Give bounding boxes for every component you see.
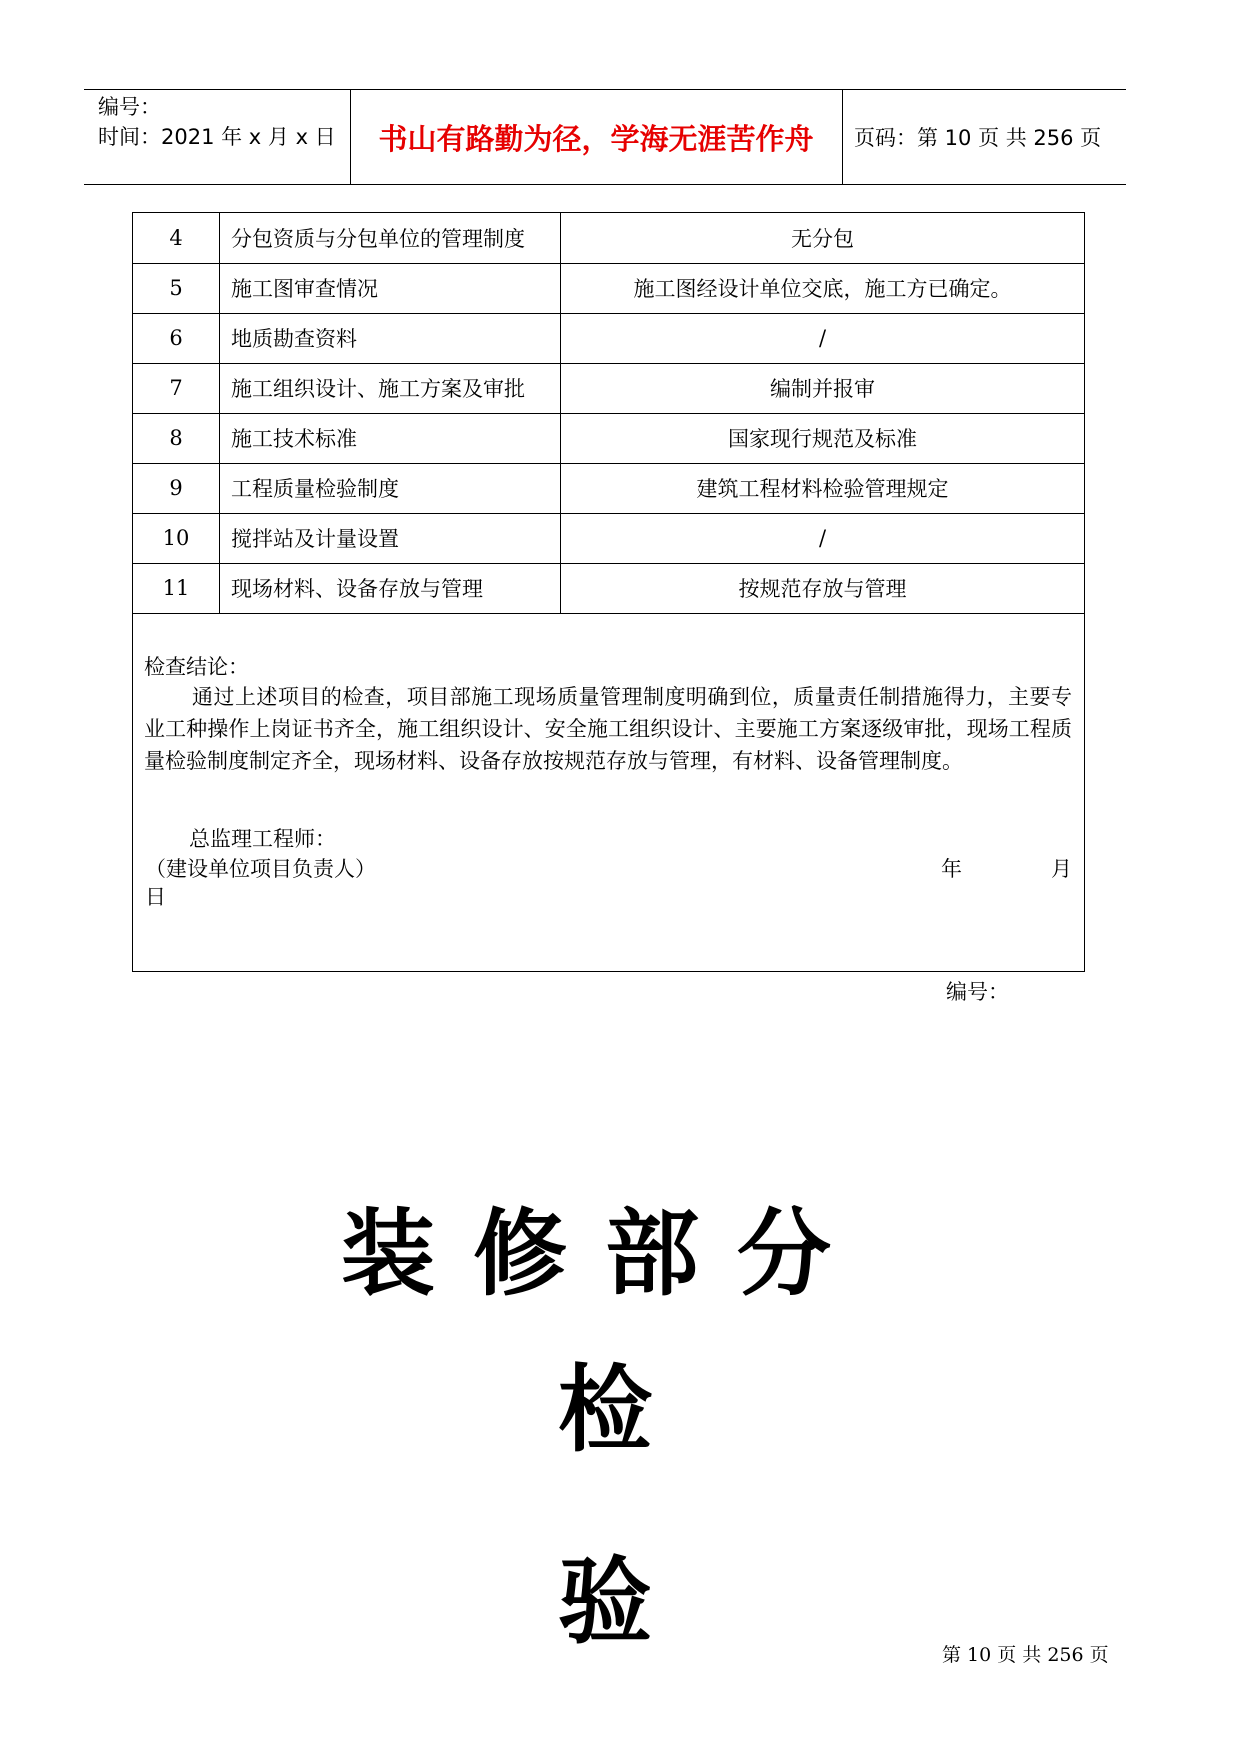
row-result: 建筑工程材料检验管理规定 [696, 477, 949, 501]
row-result: 按规范存放与管理 [738, 577, 907, 601]
row-result: 无分包 [791, 227, 854, 251]
section-title-line-3: 验 [557, 1547, 652, 1657]
page-header [84, 89, 1126, 185]
row-result: 编制并报审 [770, 377, 875, 401]
row-number: 6 [133, 313, 220, 363]
row-item: 搅拌站及计量设置 [220, 513, 561, 563]
conclusion-label: 检查结论： [144, 655, 249, 679]
conclusion-text: 通过上述项目的检查，项目部施工现场质量管理制度明确到位，质量责任制措施得力，主要专业工种操作上岗证书齐全，施工组织设计、安全施工组织设计、主要施工方案逐级审批，现场工程质量检验制度制定齐全，现场材料、设备存放按规范存放与管理，有材料、设备管理制度。 [144, 685, 1072, 773]
table-row [133, 463, 1084, 514]
row-number: 11 [133, 563, 220, 613]
header-time-label: 时间：2021 年 x 月 x 日 [98, 125, 336, 149]
header-number-label: 编号： [98, 95, 161, 119]
row-number: 9 [133, 463, 220, 513]
row-number: 8 [133, 413, 220, 463]
row-item: 工程质量检验制度 [220, 463, 561, 513]
page-footer: 第 10 页 共 256 页 [942, 1644, 1109, 1666]
table-row [133, 313, 1084, 364]
row-item: 施工组织设计、施工方案及审批 [220, 363, 561, 413]
row-item: 现场材料、设备存放与管理 [220, 563, 561, 613]
conclusion-section [133, 613, 1084, 971]
date-month-label: 月 [1051, 857, 1072, 881]
header-divider-2 [842, 90, 843, 184]
table-row [133, 413, 1084, 464]
table-row [133, 263, 1084, 314]
section-title-line-1: 装修部分 [340, 1199, 869, 1309]
row-number: 4 [133, 213, 220, 263]
row-result: 施工图经设计单位交底，施工方已确定。 [633, 277, 1012, 301]
header-motto: 书山有路勤为径，学海无涯苦作舟 [378, 121, 814, 156]
row-item: 地质勘查资料 [220, 313, 561, 363]
owner-representative-label: （建设单位项目负责人） [145, 857, 376, 881]
row-number: 7 [133, 363, 220, 413]
row-item: 分包资质与分包单位的管理制度 [220, 213, 561, 263]
inspection-table [132, 212, 1085, 972]
row-result: / [818, 326, 827, 350]
table-row [133, 513, 1084, 564]
section-title-line-2: 检 [557, 1355, 652, 1465]
row-result: / [818, 526, 827, 550]
number-label: 编号： [946, 980, 1009, 1004]
table-row [133, 363, 1084, 414]
date-year-label: 年 [941, 857, 962, 881]
row-result: 国家现行规范及标准 [728, 427, 917, 451]
row-item: 施工图审查情况 [220, 263, 561, 313]
header-meta [98, 92, 336, 152]
row-number: 5 [133, 263, 220, 313]
row-number: 10 [133, 513, 220, 563]
chief-supervisor-label: 总监理工程师： [189, 827, 336, 851]
table-row [133, 213, 1084, 264]
header-page-label: 页码：第 10 页 共 256 页 [854, 126, 1102, 150]
date-day-label: 日 [145, 885, 166, 909]
table-row [133, 563, 1084, 614]
row-item: 施工技术标准 [220, 413, 561, 463]
